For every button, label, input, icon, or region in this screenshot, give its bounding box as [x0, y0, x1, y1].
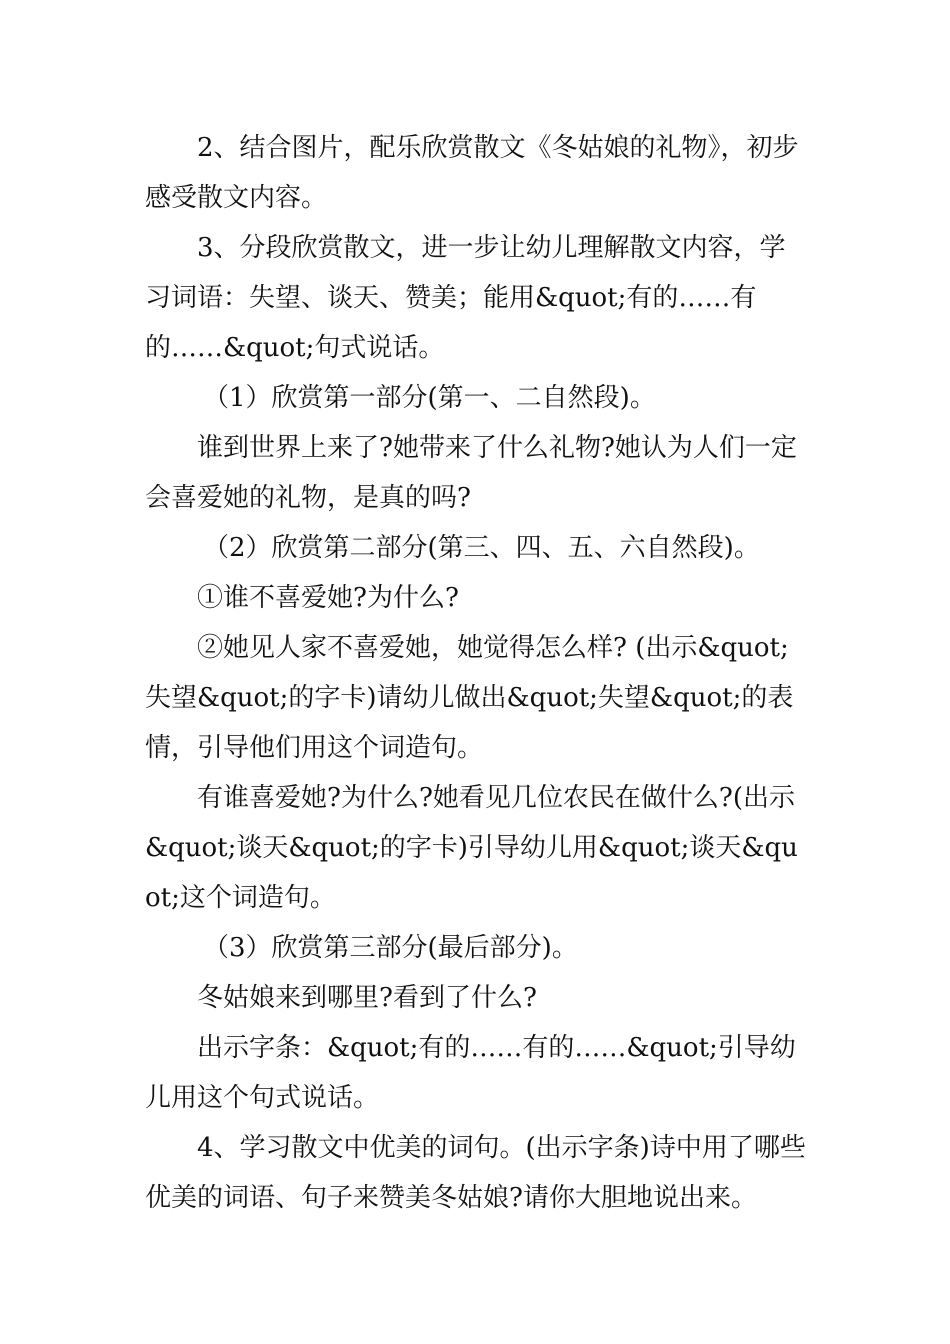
- paragraph-step-3: 3、分段欣赏散文，进一步让幼儿理解散文内容，学习词语：失望、谈天、赞美；能用&quot;有的……有的……&quot;句式说话。: [145, 233, 786, 363]
- paragraph-part-3-heading: （3）欣赏第三部分(最后部分)。: [203, 933, 578, 963]
- paragraph-part-2-question-1: ①谁不喜爱她?为什么?: [197, 583, 459, 613]
- paragraph-step-4: 4、学习散文中优美的词句。(出示字条)诗中用了哪些优美的词语、句子来赞美冬姑娘?请你大胆地说出来。: [145, 1133, 806, 1213]
- paragraph-part-1-questions: 谁到世界上来了?她带来了什么礼物?她认为人们一定会喜爱她的礼物，是真的吗?: [145, 433, 797, 513]
- paragraph-part-2-question-3: 有谁喜爱她?为什么?她看见几位农民在做什么?(出示&quot;谈天&quot;的字卡)引导幼儿用&quot;谈天&quot;这个词造句。: [145, 783, 798, 913]
- paragraph-part-1-heading: （1）欣赏第一部分(第一、二自然段)。: [203, 383, 656, 413]
- paragraph-step-2: 2、结合图片，配乐欣赏散文《冬姑娘的礼物》，初步感受散文内容。: [145, 133, 799, 213]
- paragraph-part-2-heading: （2）欣赏第二部分(第三、四、五、六自然段)。: [203, 533, 760, 563]
- paragraph-part-3-question: 冬姑娘来到哪里?看到了什么?: [197, 983, 537, 1013]
- document-body: [145, 123, 810, 1223]
- paragraph-part-2-question-2: ②她见人家不喜爱她，她觉得怎么样? (出示&quot;失望&quot;的字卡)请幼儿做出&quot;失望&quot;的表情，引导他们用这个词造句。: [145, 633, 794, 763]
- paragraph-part-3-sentence-card: 出示字条：&quot;有的……有的……&quot;引导幼儿用这个句式说话。: [145, 1033, 796, 1113]
